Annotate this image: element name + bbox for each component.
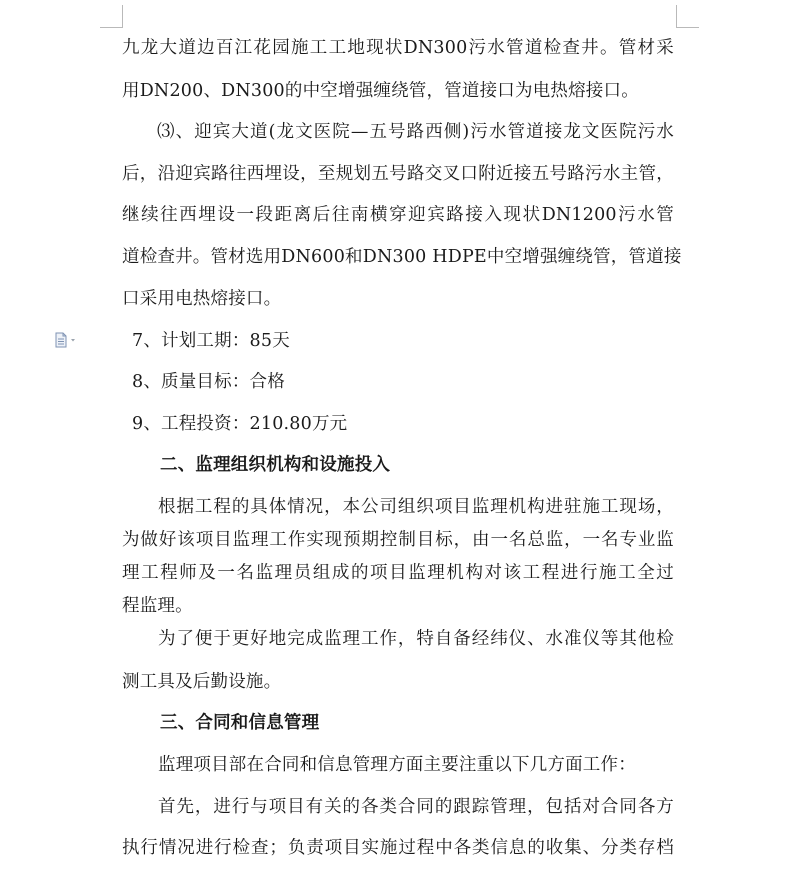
section-heading-organization: 二、监理组织机构和设施投入 — [160, 455, 391, 475]
body-text-line: 监理项目部在合同和信息管理方面主要注重以下几方面工作： — [158, 755, 636, 775]
body-text-line: 用DN200、DN300的中空增强缠绕管，管道接口为电热熔接口。 — [122, 81, 639, 101]
body-text-line: 道检查井。管材选用DN600和DN300 HDPE中空增强缠绕管，管道接 — [122, 247, 682, 267]
list-item-investment: 9、工程投资：210.80万元 — [132, 414, 348, 434]
body-text-line: 九龙大道边百江花园施工工地现状DN300污水管道检查井。管材采 — [122, 38, 674, 58]
page-corner-mark-top-right — [676, 5, 699, 28]
body-text-line: 后，沿迎宾路往西埋设，至规划五号路交叉口附近接五号路污水主管， — [122, 164, 674, 184]
body-text-line: ⑶、迎宾大道(龙文医院—五号路西侧)污水管道接龙文医院污水 — [157, 122, 674, 142]
body-text-line: 为了便于更好地完成监理工作，特自备经纬仪、水准仪等其他检 — [158, 629, 674, 649]
list-item-quality: 8、质量目标：合格 — [132, 372, 285, 392]
body-text-line: 为做好该项目监理工作实现预期控制目标，由一名总监，一名专业监 — [122, 530, 674, 550]
paragraph-format-icon[interactable] — [54, 332, 78, 348]
body-text-line: 测工具及后勤设施。 — [122, 672, 282, 692]
body-text-line: 执行情况进行检查；负责项目实施过程中各类信息的收集、分类存档 — [122, 838, 674, 858]
body-text-line: 继续往西埋设一段距离后往南横穿迎宾路接入现状DN1200污水管 — [122, 205, 674, 225]
body-text-line: 口采用电热熔接口。 — [122, 289, 282, 309]
page-corner-mark-top-left — [100, 5, 123, 28]
body-text-line: 根据工程的具体情况，本公司组织项目监理机构进驻施工现场， — [158, 497, 674, 517]
body-text-line: 理工程师及一名监理员组成的项目监理机构对该工程进行施工全过 — [122, 563, 674, 583]
section-heading-contract: 三、合同和信息管理 — [160, 713, 320, 733]
body-text-line: 首先，进行与项目有关的各类合同的跟踪管理，包括对合同各方 — [158, 797, 674, 817]
list-item-duration: 7、计划工期：85天 — [132, 331, 290, 351]
body-text-line: 程监理。 — [122, 596, 193, 616]
